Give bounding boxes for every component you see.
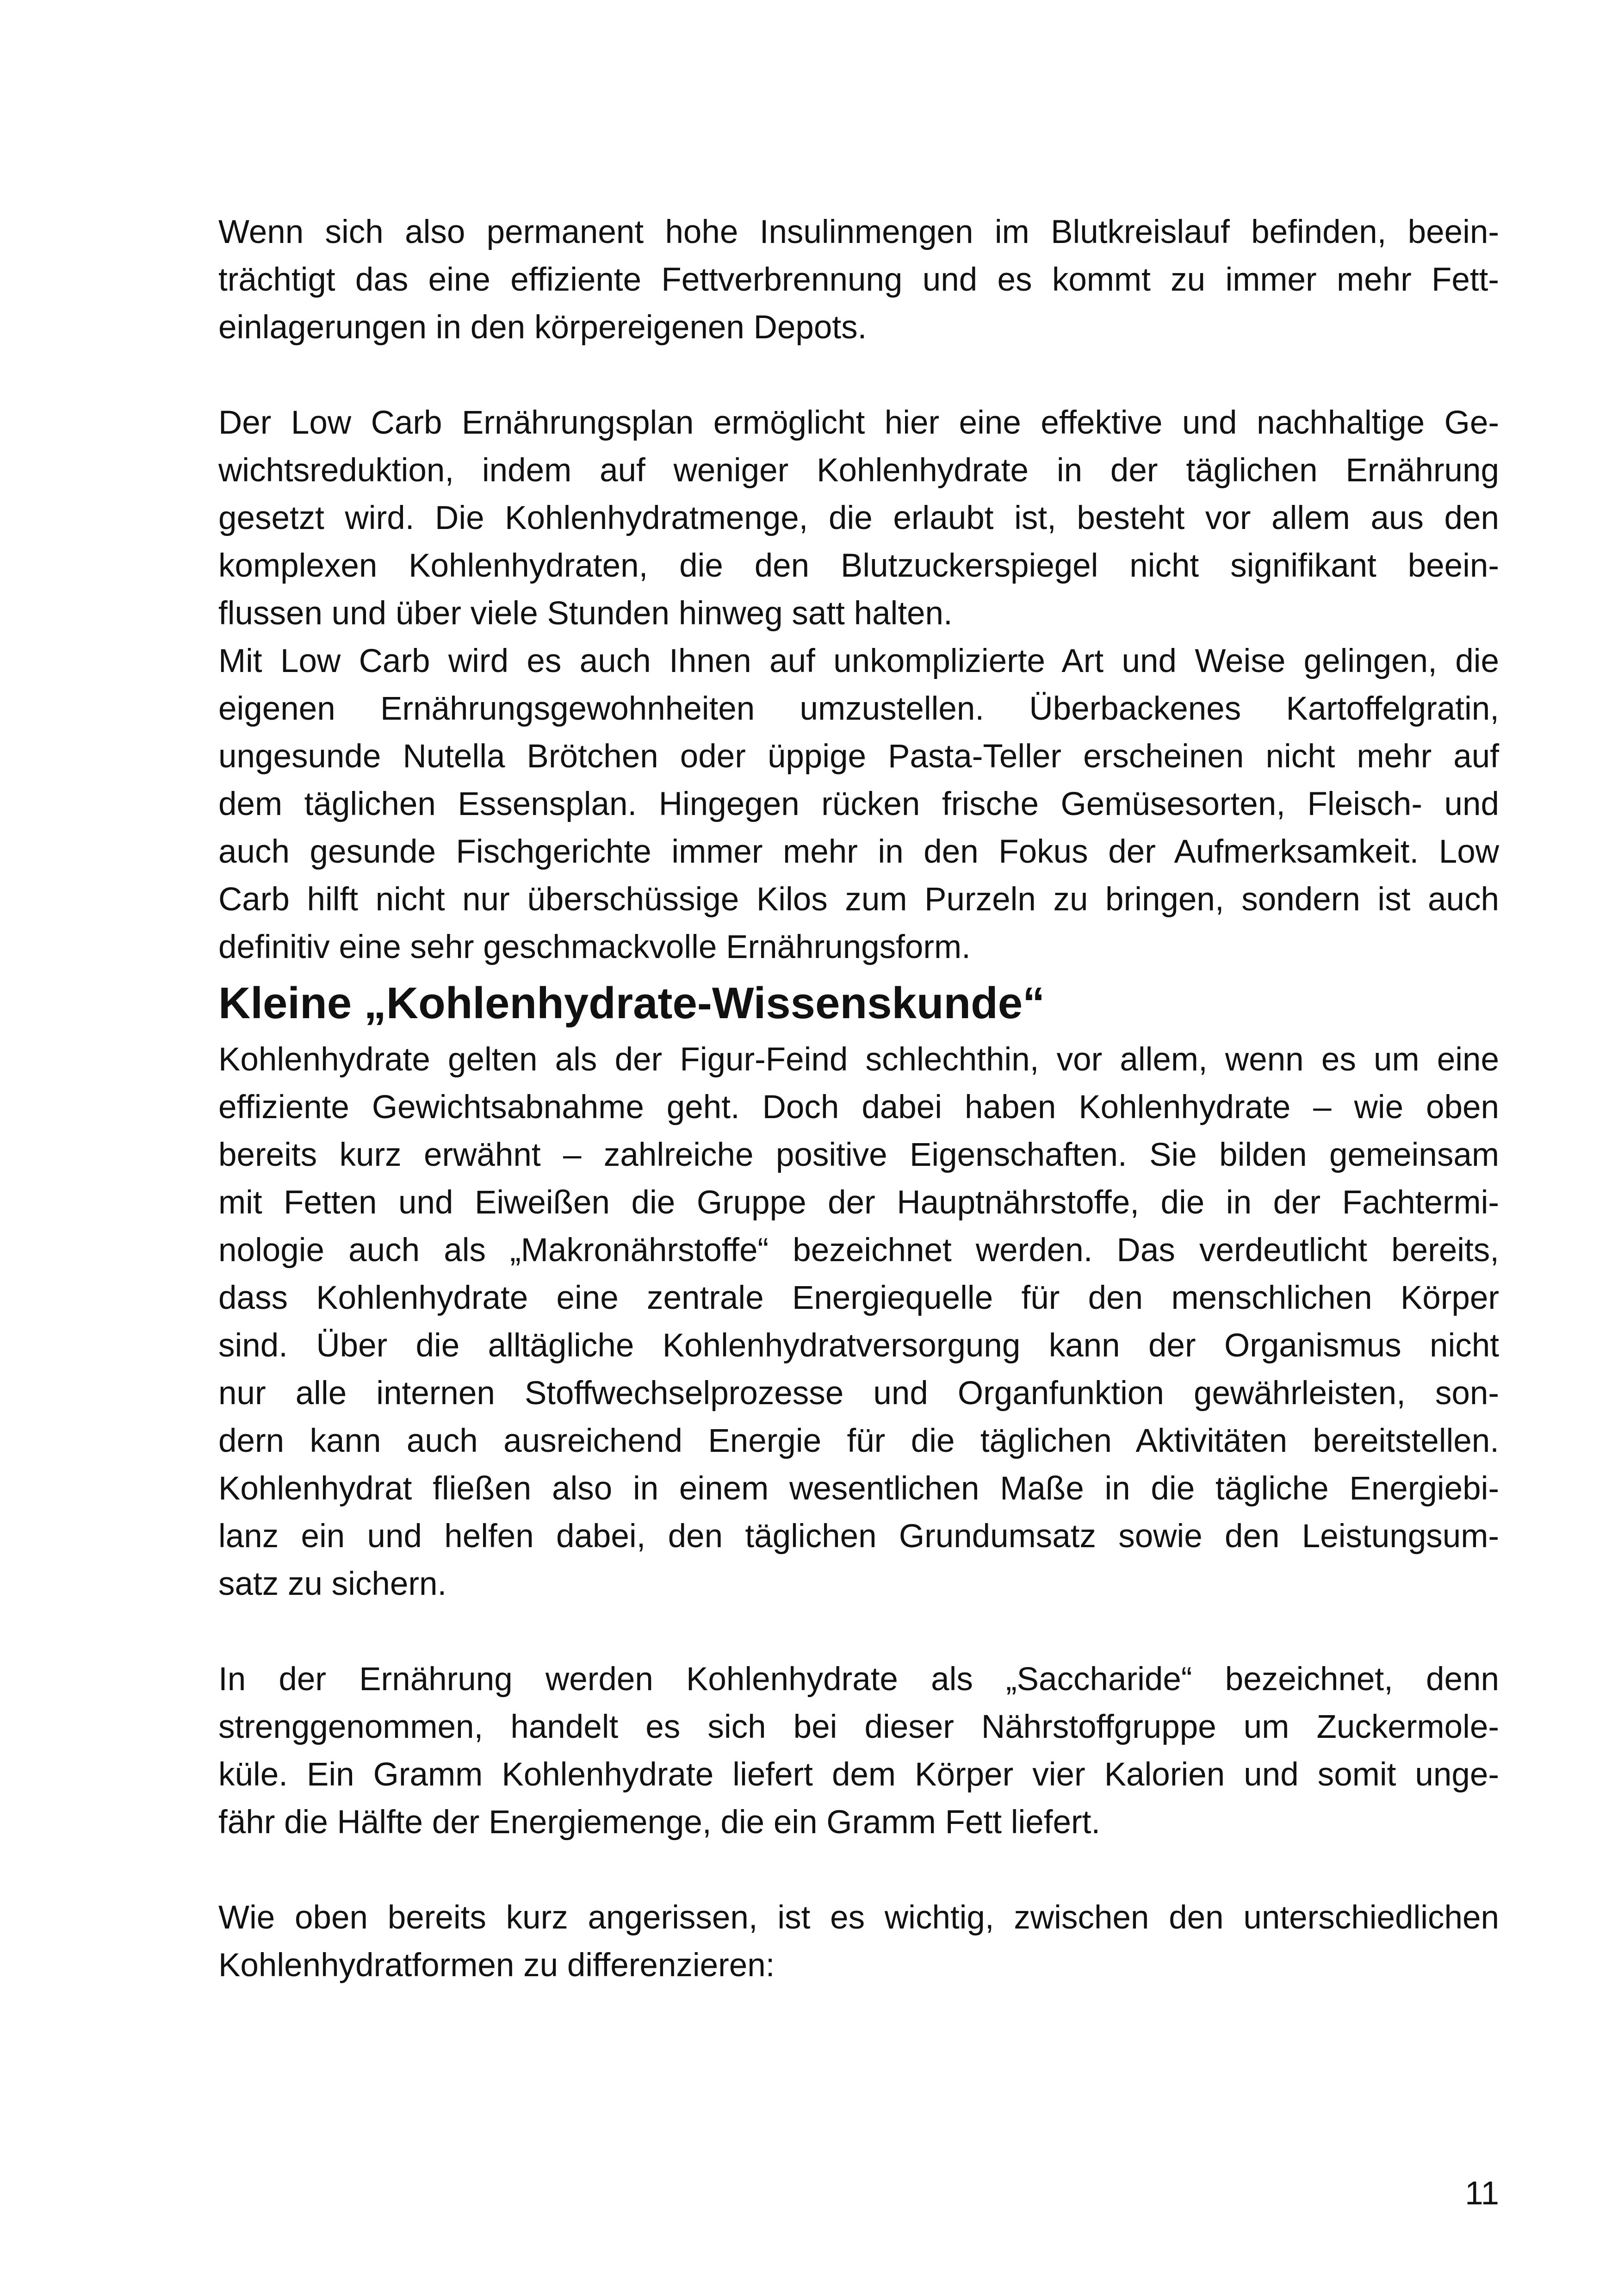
text-line: Der Low Carb Ernährungsplan ermöglicht hier eine effektive und nachhaltige Ge- xyxy=(218,404,1499,441)
paragraph-spacer xyxy=(218,1846,1499,1894)
text-line: satz zu sichern. xyxy=(218,1566,447,1602)
text-line: küle. Ein Gramm Kohlenhydrate liefert dem Körper vier Kalorien und somit unge- xyxy=(218,1756,1499,1793)
text-line: effiziente Gewichtsabnahme geht. Doch dabei haben Kohlenhydrate – wie oben xyxy=(218,1089,1499,1126)
text-line: nur alle internen Stoffwechselprozesse und Organfunktion gewährleisten, son- xyxy=(218,1375,1499,1412)
paragraph-low-carb-plan xyxy=(218,399,1499,637)
text-line: komplexen Kohlenhydraten, die den Blutzuckerspiegel nicht signifikant beein- xyxy=(218,548,1499,584)
text-line: nologie auch als „Makronährstoffe“ bezeichnet werden. Das verdeutlicht bereits, xyxy=(218,1232,1499,1269)
text-line: In der Ernährung werden Kohlenhydrate als „Saccharide“ bezeichnet, denn xyxy=(218,1661,1499,1698)
text-line: flussen und über viele Stunden hinweg satt halten. xyxy=(218,595,953,632)
text-line: mit Fetten und Eiweißen die Gruppe der Hauptnährstoffe, die in der Fachtermi- xyxy=(218,1184,1499,1221)
text-line: bereits kurz erwähnt – zahlreiche positive Eigenschaften. Sie bilden gemeinsam xyxy=(218,1137,1499,1173)
text-line: wichtsreduktion, indem auf weniger Kohlenhydrate in der täglichen Ernährung xyxy=(218,452,1499,489)
paragraph-carbohydrate-basics xyxy=(218,1036,1499,1608)
text-line: ungesunde Nutella Brötchen oder üppige Pasta-Teller erscheinen nicht mehr auf xyxy=(218,738,1499,775)
text-line: Mit Low Carb wird es auch Ihnen auf unkomplizierte Art und Weise gelingen, die xyxy=(218,643,1499,679)
text-line: Kohlenhydrat fließen also in einem wesentlichen Maße in die tägliche Energiebi- xyxy=(218,1470,1499,1507)
text-line: Carb hilft nicht nur überschüssige Kilos zum Purzeln zu bringen, sondern ist auch xyxy=(218,881,1499,918)
text-line: Kohlenhydratformen zu differenzieren: xyxy=(218,1947,775,1984)
text-line: strenggenommen, handelt es sich bei dieser Nährstoffgruppe um Zuckermole- xyxy=(218,1709,1499,1745)
text-line: auch gesunde Fischgerichte immer mehr in den Fokus der Aufmerksamkeit. Low xyxy=(218,834,1499,870)
text-line: einlagerungen in den körpereigenen Depots. xyxy=(218,309,867,346)
text-line: lanz ein und helfen dabei, den täglichen Grundumsatz sowie den Leistungsum- xyxy=(218,1518,1499,1555)
paragraph-saccharides xyxy=(218,1655,1499,1846)
text-line: Wie oben bereits kurz angerissen, ist es wichtig, zwischen den unterschiedlichen xyxy=(218,1899,1499,1936)
text-line: definitiv eine sehr geschmackvolle Ernährungsform. xyxy=(218,929,971,965)
paragraph-insulin-fat-storage xyxy=(218,208,1499,351)
text-line: Wenn sich also permanent hohe Insulinmengen im Blutkreislauf befinden, beein- xyxy=(218,214,1499,250)
paragraph-spacer xyxy=(218,1608,1499,1655)
paragraph-spacer xyxy=(218,351,1499,399)
text-line: dern kann auch ausreichend Energie für die täglichen Aktivitäten bereitstellen. xyxy=(218,1423,1499,1459)
text-line: fähr die Hälfte der Energiemenge, die ein Gramm Fett liefert. xyxy=(218,1804,1101,1841)
section-heading: Kleine „Kohlenhydrate-Wissenskunde“ xyxy=(218,978,1045,1028)
text-line: eigenen Ernährungsgewohnheiten umzustellen. Überbackenes Kartoffelgratin, xyxy=(218,691,1499,727)
text-line: dem täglichen Essensplan. Hingegen rücken frische Gemüsesorten, Fleisch- und xyxy=(218,786,1499,822)
text-line: sind. Über die alltägliche Kohlenhydratversorgung kann der Organismus nicht xyxy=(218,1327,1499,1364)
paragraph-eating-habits xyxy=(218,637,1499,971)
page-body xyxy=(218,208,1499,1989)
text-line: gesetzt wird. Die Kohlenhydratmenge, die erlaubt ist, besteht vor allem aus den xyxy=(218,500,1499,536)
text-line: dass Kohlenhydrate eine zentrale Energiequelle für den menschlichen Körper xyxy=(218,1280,1499,1316)
text-line: trächtigt das eine effiziente Fettverbrennung und es kommt zu immer mehr Fett- xyxy=(218,261,1499,298)
paragraph-carbohydrate-forms xyxy=(218,1894,1499,1989)
text-line: Kohlenhydrate gelten als der Figur-Feind schlechthin, vor allem, wenn es um eine xyxy=(218,1041,1499,1078)
page-number: 11 xyxy=(1465,2175,1499,2212)
